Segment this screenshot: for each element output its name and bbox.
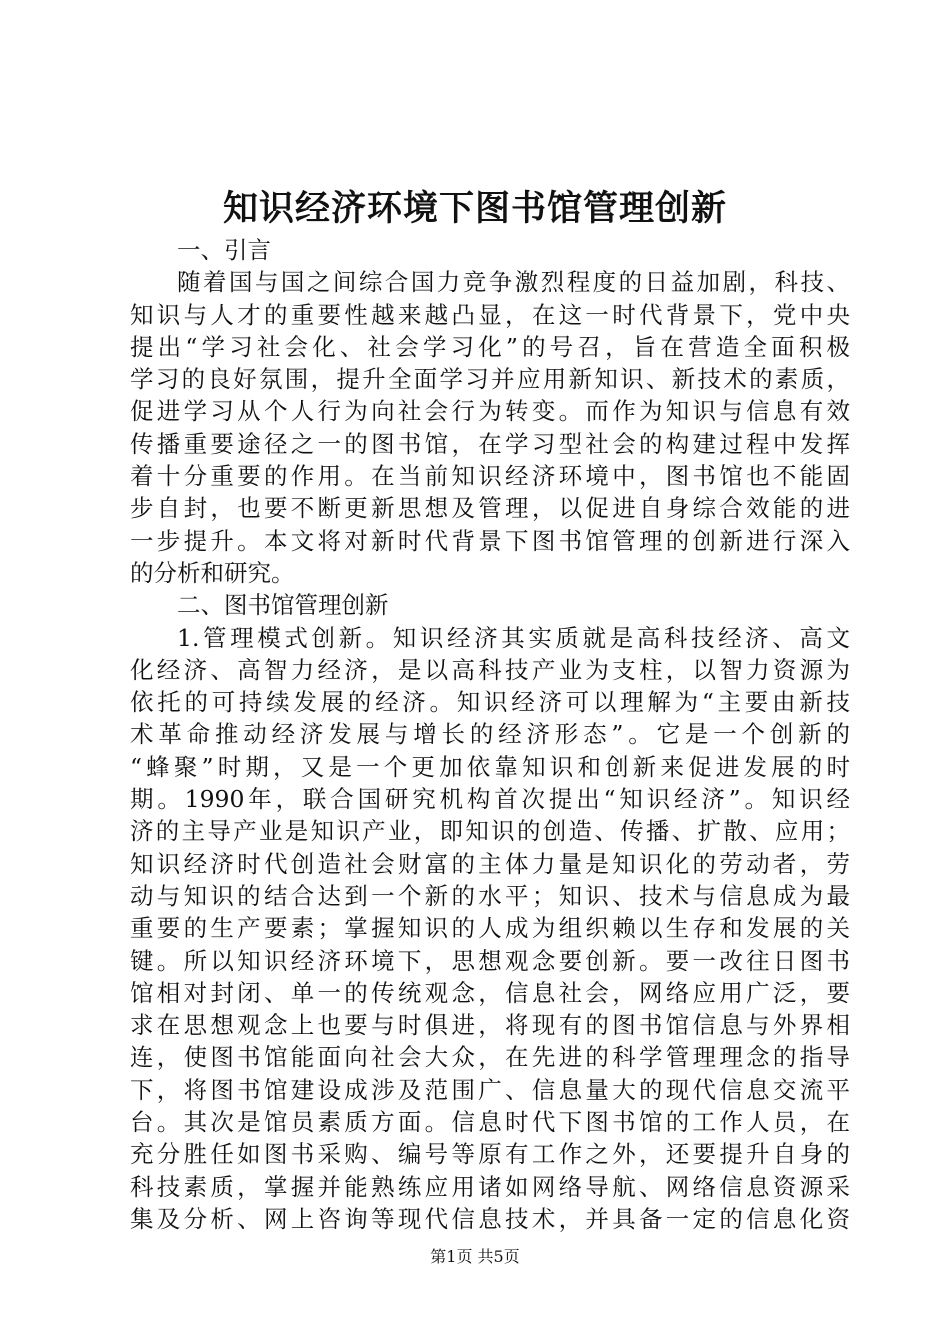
text-line: 一、引言 [177, 236, 271, 264]
text-line: 集及分析、网上咨询等现代信息技术，并具备一定的信息化资 [130, 1204, 850, 1233]
text-line: 充分胜任如图书采购、编号等原有工作之外，还要提升自身的 [130, 1140, 850, 1169]
text-line: 济的主导产业是知识产业，即知识的创造、传播、扩散、应用； [130, 817, 850, 846]
text-line: 知识经济时代创造社会财富的主体力量是知识化的劳动者，劳 [130, 849, 850, 878]
text-line: 知识与人才的重要性越来越凸显，在这一时代背景下，党中央 [130, 300, 850, 329]
text-line: 一步提升。本文将对新时代背景下图书馆管理的创新进行深入 [130, 526, 850, 555]
page-title: 知识经济环境下图书馆管理创新 [222, 188, 727, 229]
text-line: 连，使图书馆能面向社会大众，在先进的科学管理理念的指导 [130, 1043, 850, 1072]
text-line: 术革命推动经济发展与增长的经济形态”。它是一个创新的 [130, 720, 850, 749]
text-line: 期。1990年，联合国研究机构首次提出“知识经济”。知识经 [130, 785, 850, 814]
text-line: 促进学习从个人行为向社会行为转变。而作为知识与信息有效 [130, 397, 850, 426]
text-line: 学习的良好氛围，提升全面学习并应用新知识、新技术的素质， [130, 365, 850, 394]
text-line: 下，将图书馆建设成涉及范围广、信息量大的现代信息交流平 [130, 1075, 850, 1104]
text-line: 键。所以知识经济环境下，思想观念要创新。要一改往日图书 [130, 946, 850, 975]
text-line: 随着国与国之间综合国力竞争激烈程度的日益加剧，科技、 [177, 268, 850, 297]
text-line: 科技素质，掌握并能熟练应用诸如网络导航、网络信息资源采 [130, 1172, 850, 1201]
text-line: 传播重要途径之一的图书馆，在学习型社会的构建过程中发挥 [130, 429, 850, 458]
text-line: 的分析和研究。 [130, 558, 295, 587]
text-line: 着十分重要的作用。在当前知识经济环境中，图书馆也不能固 [130, 462, 850, 491]
body-text [130, 234, 850, 1235]
text-line: 重要的生产要素；掌握知识的人成为组织赖以生存和发展的关 [130, 914, 850, 943]
text-line: 馆相对封闭、单一的传统观念，信息社会，网络应用广泛，要 [130, 978, 850, 1007]
text-line: 步自封，也要不断更新思想及管理，以促进自身综合效能的进 [130, 494, 850, 523]
text-line: 求在思想观念上也要与时俱进，将现有的图书馆信息与外界相 [130, 1011, 850, 1040]
text-line: 动与知识的结合达到一个新的水平；知识、技术与信息成为最 [130, 881, 850, 910]
text-line: 化经济、高智力经济，是以高科技产业为支柱，以智力资源为 [130, 655, 850, 684]
text-line: 提出“学习社会化、社会学习化”的号召，旨在营造全面积极 [130, 332, 850, 361]
text-line: “蜂聚”时期，又是一个更加依靠知识和创新来促进发展的时 [130, 752, 850, 781]
text-line: 台。其次是馆员素质方面。信息时代下图书馆的工作人员，在 [130, 1108, 850, 1137]
text-line: 二、图书馆管理创新 [177, 591, 389, 620]
text-line: 依托的可持续发展的经济。知识经济可以理解为“主要由新技 [130, 688, 850, 717]
text-line: 1.管理模式创新。知识经济其实质就是高科技经济、高文 [177, 623, 850, 652]
page-footer: 第1页 共5页 [430, 1247, 520, 1266]
